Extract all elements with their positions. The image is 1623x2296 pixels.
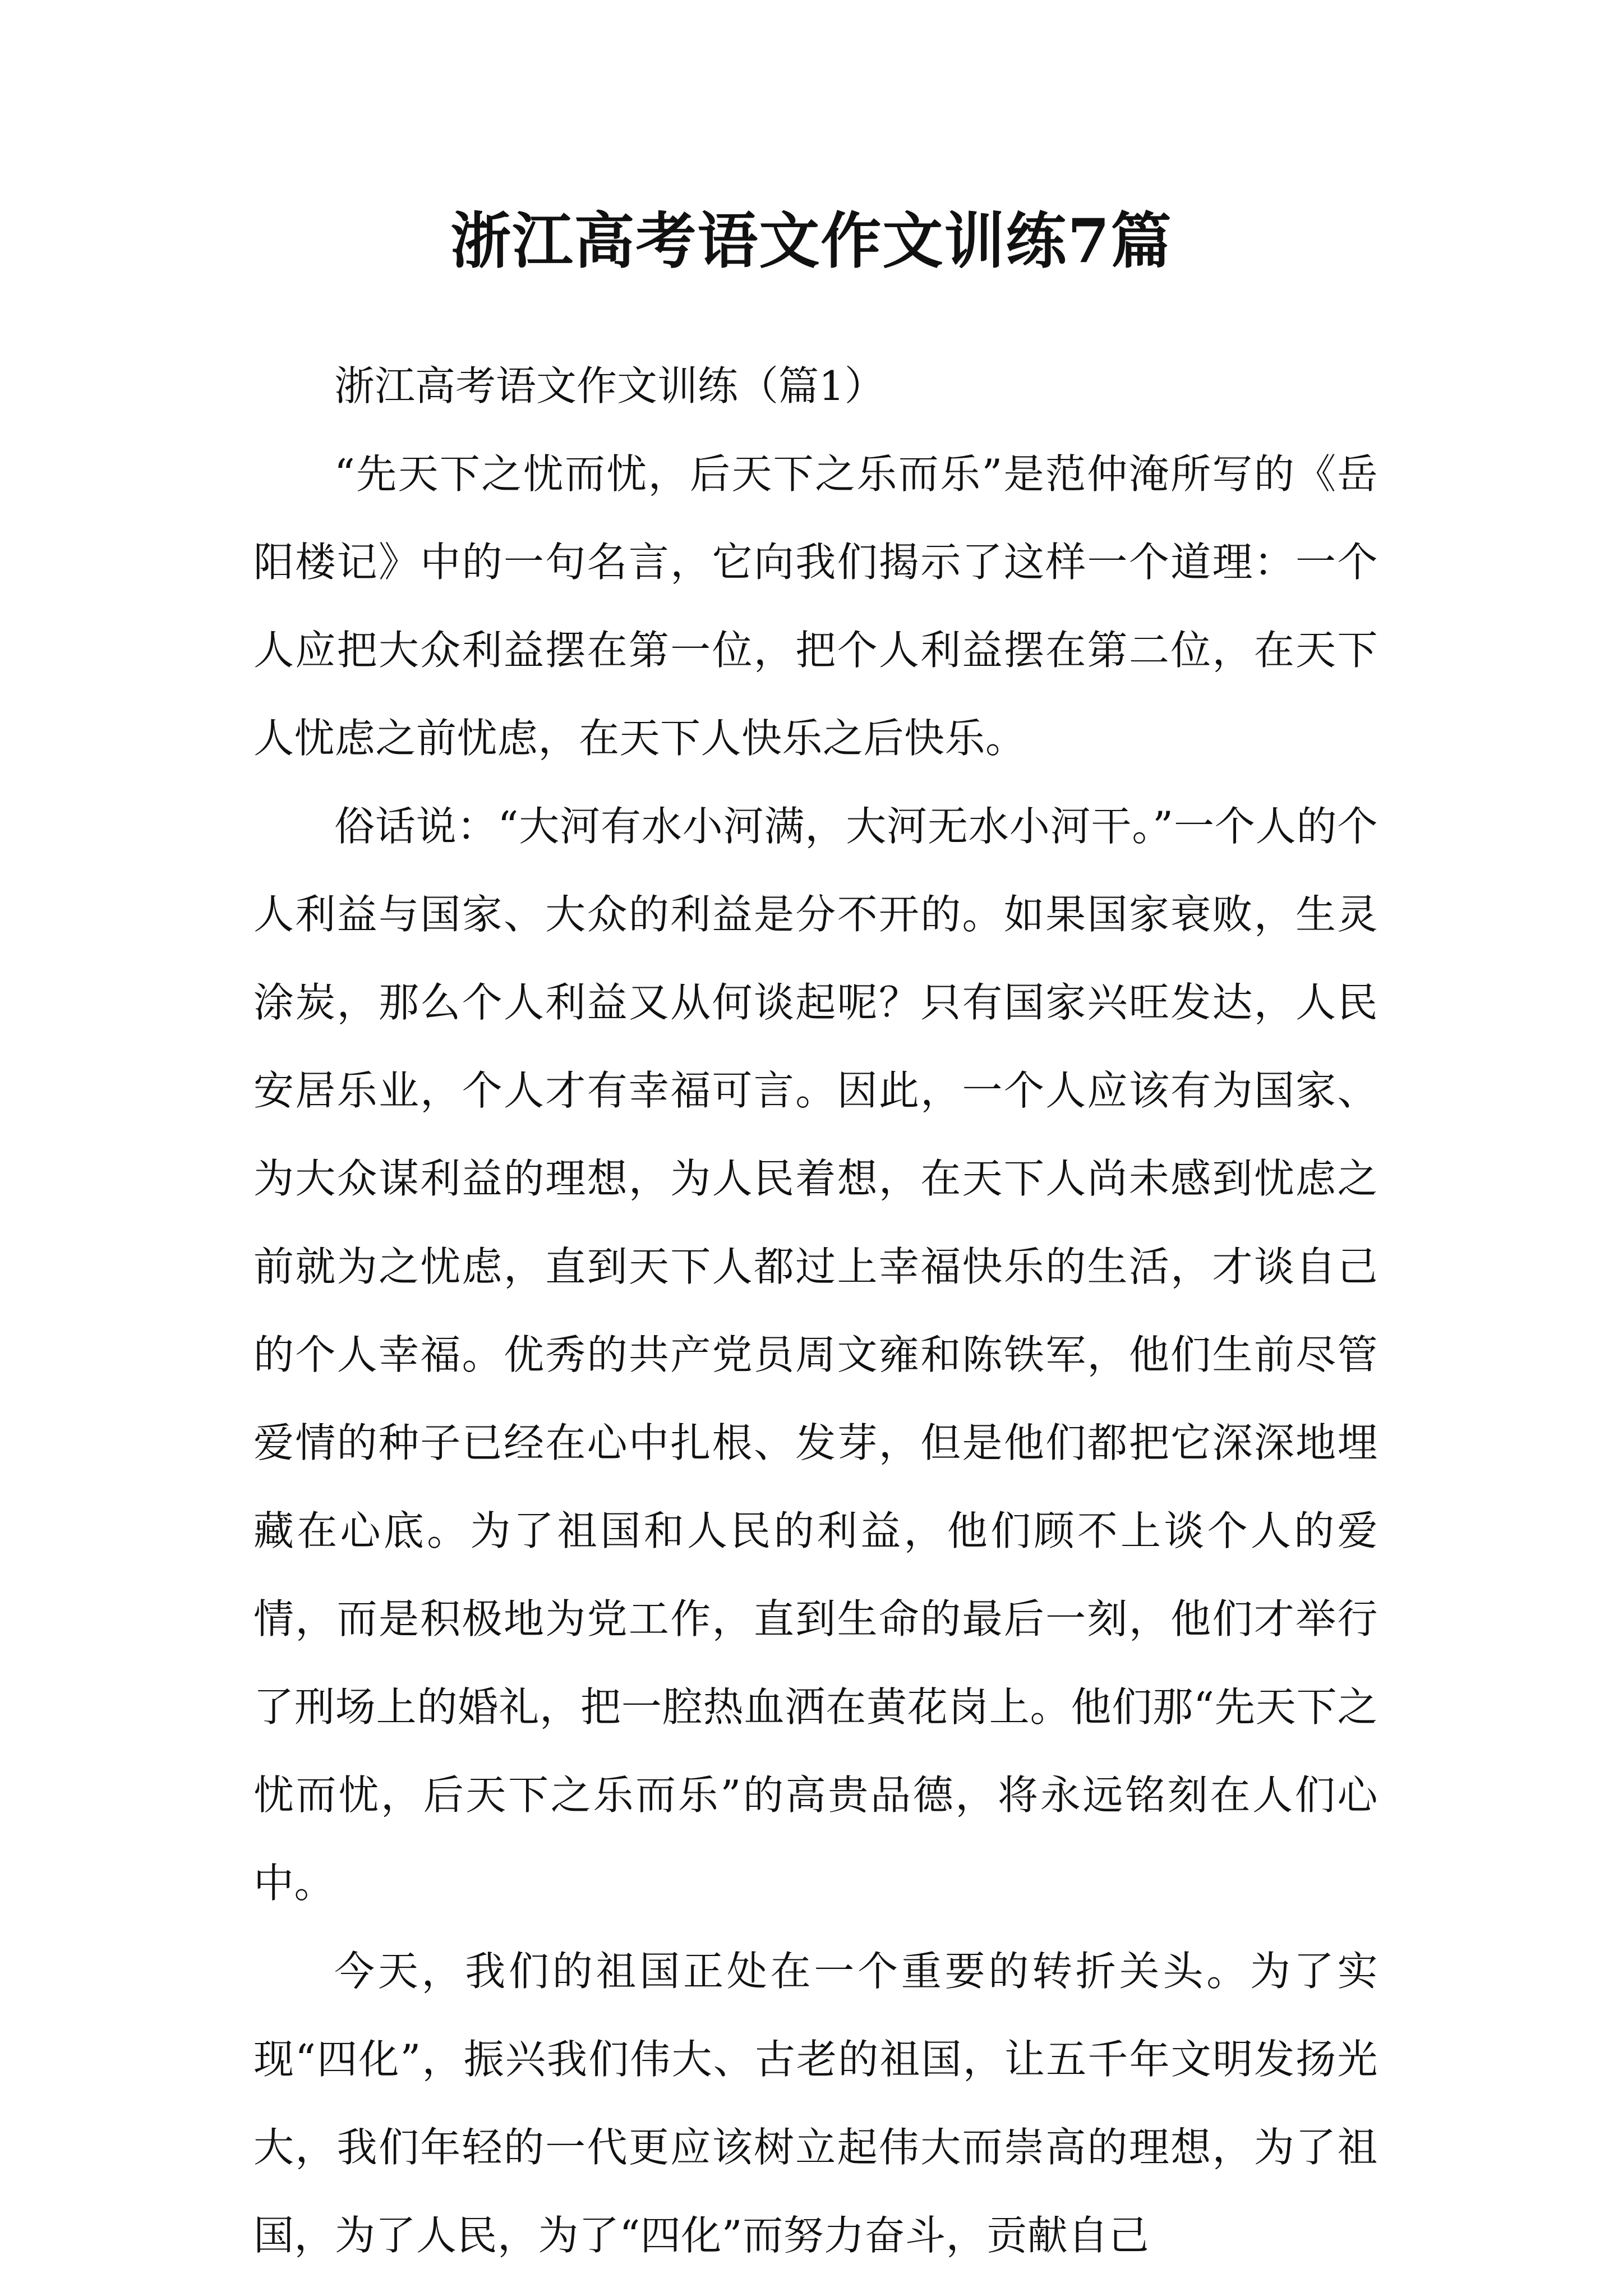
- section-heading: 浙江高考语文作文训练（篇1）: [334, 362, 885, 409]
- document-body: [253, 342, 1378, 2280]
- paragraph-2: 俗话说：“大河有水小河满，大河无水小河干。”一个人的个人利益与国家、大众的利益是分不开的。如果国家衰败，生灵涂炭，那么个人利益又从何谈起呢？只有国家兴旺发达，人民安居乐业，个人才有幸福可言。因此，一个人应该有为国家、为大众谋利益的理想，为人民着想，在天下人尚未感到忧虑之前就为之忧虑，直到天下人都过上幸福快乐的生活，才谈自己的个人幸福。优秀的共产党员周文雍和陈铁军，他们生前尽管爱情的种子已经在心中扎根、发芽，但是他们都把它深深地埋藏在心底。为了祖国和人民的利益，他们顾不上谈个人的爱情，而是积极地为党工作，直到生命的最后一刻，他们才举行了刑场上的婚礼，把一腔热血洒在黄花岗上。他们那“先天下之忧而忧，后天下之乐而乐”的高贵品德，将永远铭刻在人们心中。: [253, 803, 1378, 1907]
- document-title: 浙江高考语文作文训练7篇: [450, 206, 1173, 277]
- paragraph-1: “先天下之忧而忧，后天下之乐而乐”是范仲淹所写的《岳阳楼记》中的一句名言，它向我们揭示了这样一个道理：一个人应把大众利益摆在第一位，把个人利益摆在第二位，在天下人忧虑之前忧虑，在天下人快乐之后快乐。: [253, 450, 1378, 762]
- paragraph-3: 今天，我们的祖国正处在一个重要的转折关头。为了实现“四化”，振兴我们伟大、古老的祖国，让五千年文明发扬光大，我们年轻的一代更应该树立起伟大而崇高的理想，为了祖国，为了人民，为了“四化”而努力奋斗，贡献自己: [253, 1948, 1378, 2259]
